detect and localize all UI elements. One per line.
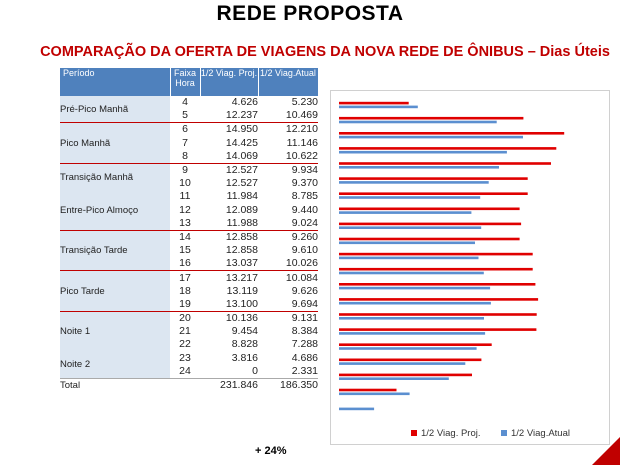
period-label: Entre-Pico Almoço bbox=[60, 190, 170, 230]
table-row bbox=[60, 312, 318, 326]
legend-swatch-proj bbox=[411, 430, 417, 436]
table-row bbox=[60, 190, 318, 203]
atual-cell: 9.934 bbox=[258, 163, 318, 177]
proj-cell: 14.950 bbox=[200, 123, 258, 137]
bar-atual-hour-4 bbox=[339, 106, 418, 109]
bar-proj-hour-20 bbox=[339, 343, 492, 346]
atual-cell: 10.084 bbox=[258, 271, 318, 285]
total-row bbox=[60, 378, 318, 392]
hour-cell: 16 bbox=[179, 257, 191, 270]
bar-proj-hour-21 bbox=[339, 359, 481, 362]
atual-cell: 9.260 bbox=[258, 230, 318, 244]
bar-atual-hour-12 bbox=[339, 226, 481, 229]
period-label: Pré-Pico Manhã bbox=[60, 96, 170, 123]
proj-cell: 8.828 bbox=[231, 338, 258, 351]
bar-atual-hour-21 bbox=[339, 362, 465, 365]
hour-cell: 9 bbox=[170, 163, 200, 177]
hour-cell: 18 bbox=[179, 284, 191, 297]
bar-atual-hour-7 bbox=[339, 151, 507, 154]
table-row bbox=[60, 123, 318, 137]
atual-cell: 5.230 bbox=[291, 96, 318, 109]
period-label: Noite 2 bbox=[60, 352, 170, 379]
bar-atual-hour-10 bbox=[339, 196, 480, 199]
atual-cell: 11.146 bbox=[286, 136, 318, 149]
bar-proj-hour-18 bbox=[339, 313, 537, 316]
table-row bbox=[60, 96, 318, 109]
bar-atual-hour-18 bbox=[339, 317, 484, 320]
total-proj: 231.846 bbox=[200, 378, 258, 392]
hour-cell: 17 bbox=[170, 271, 200, 285]
corner-decoration bbox=[592, 437, 620, 465]
atual-cell: 9.694 bbox=[291, 297, 318, 310]
atual-cell: 10.622 bbox=[285, 149, 318, 162]
total-label: Total bbox=[60, 378, 170, 392]
hour-cell: 22 bbox=[179, 338, 191, 351]
header-periodo: Período bbox=[60, 68, 170, 96]
table-row bbox=[60, 163, 318, 177]
proj-cell: 0 bbox=[252, 364, 258, 377]
proj-cell: 12.089 bbox=[225, 203, 258, 216]
bar-atual-hour-14 bbox=[339, 257, 479, 260]
atual-cell: 4.686 bbox=[291, 351, 318, 364]
table-header-row bbox=[60, 68, 318, 96]
bar-proj-hour-10 bbox=[339, 192, 528, 195]
proj-cell: 13.119 bbox=[226, 284, 258, 297]
atual-cell: 9.440 bbox=[291, 203, 318, 216]
bar-proj-hour-16 bbox=[339, 283, 535, 286]
bar-atual-hour-6 bbox=[339, 136, 523, 139]
bar-atual-hour-8 bbox=[339, 166, 499, 169]
bar-atual-hour-5 bbox=[339, 121, 497, 124]
atual-cell: 2.331 bbox=[291, 364, 318, 377]
table-body bbox=[60, 96, 318, 378]
header-viag-atual: 1/2 Viag.Atual bbox=[258, 68, 318, 96]
bar-atual-hour-15 bbox=[339, 272, 484, 275]
period-label: Transição Tarde bbox=[60, 230, 170, 271]
trips-table bbox=[60, 68, 319, 392]
hour-cell: 23 bbox=[179, 351, 191, 364]
period-label: Pico Manhã bbox=[60, 123, 170, 164]
period-label: Noite 1 bbox=[60, 312, 170, 352]
bar-atual-hour-16 bbox=[339, 287, 490, 290]
hour-cell: 10 bbox=[179, 177, 191, 190]
proj-cell: 11.984 bbox=[226, 190, 258, 203]
proj-cell: 13.037 bbox=[225, 257, 258, 270]
bar-atual-hour-19 bbox=[339, 332, 485, 335]
hour-cell: 7 bbox=[182, 136, 188, 149]
page-title: REDE PROPOSTA bbox=[216, 2, 404, 25]
bar-atual-hour-11 bbox=[339, 211, 471, 214]
bar-atual-hour-9 bbox=[339, 181, 489, 184]
proj-cell: 14.425 bbox=[225, 136, 258, 149]
bar-proj-hour-22 bbox=[339, 374, 472, 377]
hour-cell: 4 bbox=[182, 96, 188, 109]
atual-cell: 10.469 bbox=[285, 109, 318, 122]
hour-cell: 13 bbox=[179, 216, 191, 229]
hour-cell: 14 bbox=[170, 230, 200, 244]
header-viag-proj: 1/2 Viag. Proj. bbox=[200, 68, 258, 96]
bar-chart-svg bbox=[331, 91, 611, 446]
bar-proj-hour-4 bbox=[339, 102, 409, 105]
atual-cell: 12.210 bbox=[258, 123, 318, 137]
bar-proj-hour-6 bbox=[339, 132, 564, 135]
hour-cell: 12 bbox=[179, 203, 191, 216]
atual-cell: 9.024 bbox=[291, 216, 318, 229]
bar-chart bbox=[330, 90, 610, 445]
atual-cell: 9.626 bbox=[291, 284, 318, 297]
header-faixa-hora: Faixa Hora bbox=[170, 68, 200, 96]
hour-cell: 8 bbox=[182, 149, 188, 162]
hour-cell: 24 bbox=[179, 364, 191, 377]
period-label: Transição Manhã bbox=[60, 163, 170, 190]
proj-cell: 13.217 bbox=[200, 271, 258, 285]
bar-proj-hour-13 bbox=[339, 238, 520, 241]
bar-atual-hour-20 bbox=[339, 347, 477, 350]
bar-proj-hour-5 bbox=[339, 117, 523, 120]
bar-atual-hour-17 bbox=[339, 302, 491, 305]
proj-cell: 12.858 bbox=[200, 230, 258, 244]
atual-cell: 8.384 bbox=[291, 325, 318, 338]
bar-atual-hour-22 bbox=[339, 377, 449, 380]
bar-proj-hour-12 bbox=[339, 223, 521, 226]
atual-cell: 7.288 bbox=[291, 338, 318, 351]
hour-cell: 5 bbox=[182, 109, 188, 122]
proj-cell: 3.816 bbox=[231, 351, 258, 364]
atual-cell: 8.785 bbox=[291, 190, 318, 203]
proj-cell: 12.527 bbox=[225, 177, 258, 190]
bar-proj-hour-7 bbox=[339, 147, 556, 150]
proj-cell: 9.454 bbox=[231, 325, 258, 338]
legend-swatch-atual bbox=[501, 430, 507, 436]
total-hour-cell bbox=[170, 378, 200, 392]
proj-cell: 12.527 bbox=[200, 163, 258, 177]
proj-cell: 12.858 bbox=[225, 244, 258, 257]
proj-cell: 13.100 bbox=[225, 297, 258, 310]
hour-cell: 19 bbox=[179, 297, 191, 310]
bar-atual-hour-13 bbox=[339, 242, 475, 245]
increase-label: + 24% bbox=[255, 445, 287, 457]
hour-cell: 6 bbox=[170, 123, 200, 137]
total-atual: 186.350 bbox=[258, 378, 318, 392]
proj-cell: 14.069 bbox=[225, 149, 258, 162]
table-row bbox=[60, 230, 318, 244]
bar-proj-hour-14 bbox=[339, 253, 533, 256]
hour-cell: 21 bbox=[179, 325, 191, 338]
proj-cell: 10.136 bbox=[200, 312, 258, 326]
atual-cell: 10.026 bbox=[285, 257, 318, 270]
proj-cell: 12.237 bbox=[225, 109, 258, 122]
bar-proj-hour-9 bbox=[339, 177, 528, 180]
atual-cell: 9.131 bbox=[258, 312, 318, 326]
table-row bbox=[60, 271, 318, 285]
proj-cell: 4.626 bbox=[231, 96, 258, 109]
hour-cell: 15 bbox=[179, 244, 191, 257]
table-row bbox=[60, 352, 318, 365]
hour-cell: 11 bbox=[179, 190, 191, 203]
hour-cell: 20 bbox=[170, 312, 200, 326]
period-label: Pico Tarde bbox=[60, 271, 170, 312]
bar-proj-hour-19 bbox=[339, 328, 536, 331]
bar-atual-hour-24 bbox=[339, 408, 374, 411]
page-subtitle: COMPARAÇÃO DA OFERTA DE VIAGENS DA NOVA REDE DE ÔNIBUS – Dias Úteis bbox=[40, 44, 610, 60]
bar-proj-hour-15 bbox=[339, 268, 533, 271]
legend-label-atual: 1/2 Viag.Atual bbox=[511, 428, 570, 439]
bar-proj-hour-23 bbox=[339, 389, 397, 392]
legend-label-proj: 1/2 Viag. Proj. bbox=[421, 428, 481, 439]
bar-proj-hour-8 bbox=[339, 162, 551, 165]
atual-cell: 9.370 bbox=[291, 177, 318, 190]
bar-proj-hour-17 bbox=[339, 298, 538, 301]
proj-cell: 11.988 bbox=[226, 216, 258, 229]
bar-atual-hour-23 bbox=[339, 393, 410, 396]
bar-proj-hour-11 bbox=[339, 208, 520, 211]
atual-cell: 9.610 bbox=[291, 244, 318, 257]
